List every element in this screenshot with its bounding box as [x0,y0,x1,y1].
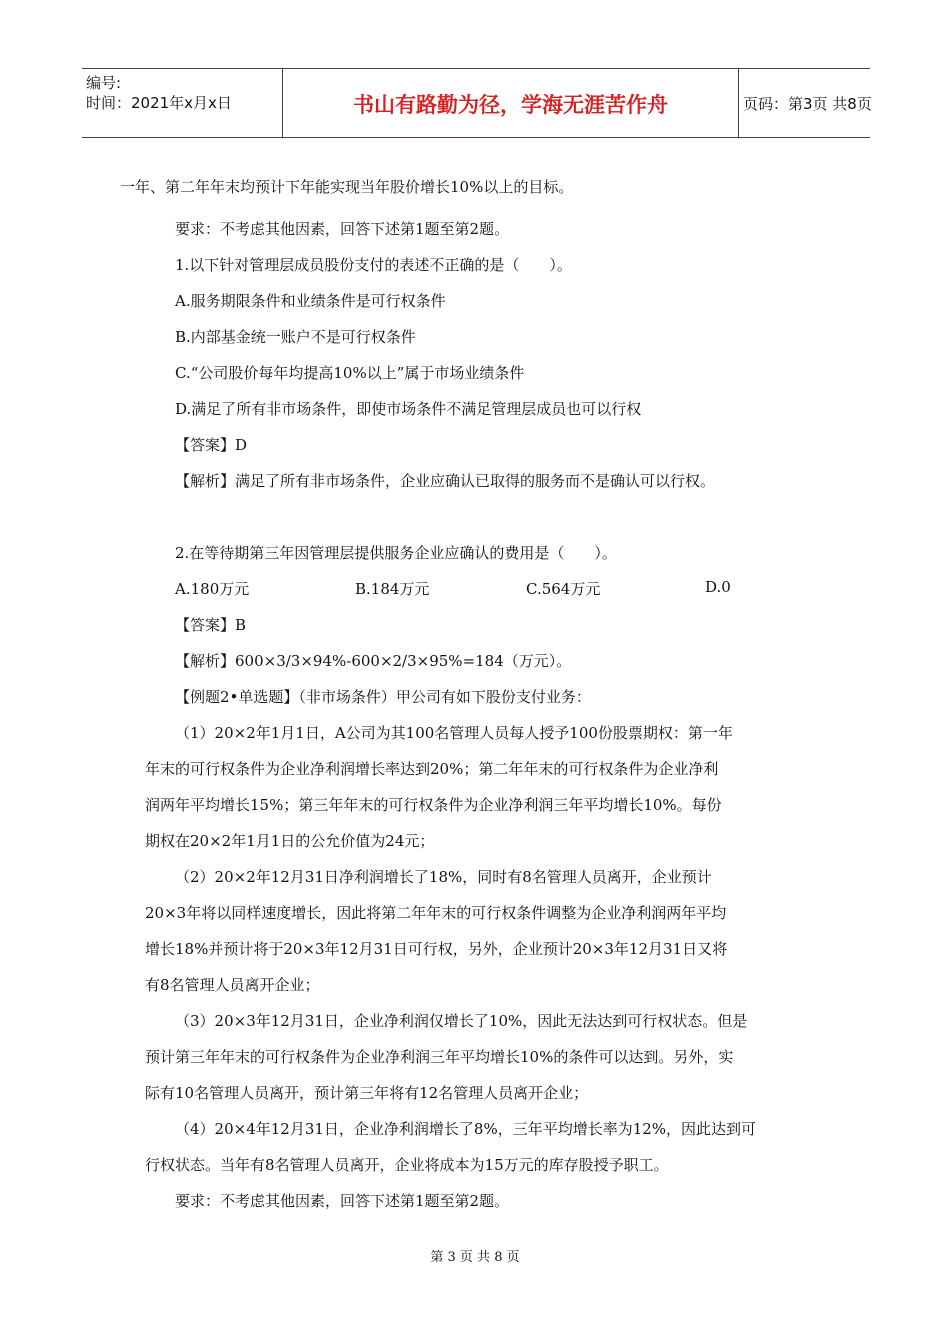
header-page-cell [737,69,870,137]
page-header [82,68,870,138]
item-3-line: 际有10名管理人员离开，预计第三年将有12名管理人员离开企业； [145,1084,589,1102]
question-1: 1.以下针对管理层成员股份支付的表述不正确的是（ ）。 [175,256,572,274]
paragraph: 一年、第二年年末均预计下年能实现当年股价增长10%以上的目标。 [120,178,574,196]
item-1-line: 年末的可行权条件为企业净利润增长率达到20%；第二年年末的可行权条件为企业净利 [145,760,719,778]
item-4-line: 行权状态。当年有8名管理人员离开，企业将成本为15万元的库存股授予职工。 [145,1156,669,1174]
option-a: A.服务期限条件和业绩条件是可行权条件 [175,292,446,310]
doc-number-label: 编号: [86,74,122,92]
option-d: D.0 [705,578,731,596]
item-4-line: （4）20×4年12月31日，企业净利润增长了8%，三年平均增长率为12%，因此达到可 [175,1120,757,1138]
item-2-line: 有8名管理人员离开企业； [145,976,320,994]
paragraph: 要求：不考虑其他因素，回答下述第1题至第2题。 [175,1192,510,1210]
header-meta-cell [82,69,282,137]
item-2-line: 增长18%并预计将于20×3年12月31日可行权，另外，企业预计20×3年12月31日又将 [145,940,728,958]
doc-time-label: 时间：2021年x月x日 [86,94,232,112]
option-b: B.内部基金统一账户不是可行权条件 [175,328,416,346]
answer-1: 【答案】D [175,436,248,454]
header-page-label: 页码：第3页 共8页 [743,95,872,113]
option-d: D.满足了所有非市场条件，即使市场条件不满足管理层成员也可以行权 [175,400,642,418]
explanation-1: 【解析】满足了所有非市场条件，企业应确认已取得的服务而不是确认可以行权。 [175,472,716,490]
item-1-line: （1）20×2年1月1日，A公司为其100名管理人员每人授予100份股票期权：第一年 [175,724,733,742]
question-2: 2.在等待期第三年因管理层提供服务企业应确认的费用是（ ）。 [175,544,617,562]
option-c: C.“公司股价每年均提高10%以上”属于市场业绩条件 [175,364,525,382]
header-motto-cell [282,69,739,137]
example-heading: 【例题2•单选题】（非市场条件）甲公司有如下股份支付业务： [175,688,591,706]
paragraph: 要求：不考虑其他因素，回答下述第1题至第2题。 [175,220,510,238]
explanation-2: 【解析】600×3/3×94%-600×2/3×95%=184（万元）。 [175,652,572,670]
header-motto: 书山有路勤为径，学海无涯苦作舟 [353,93,668,117]
option-b: B.184万元 [355,580,430,598]
item-1-line: 润两年平均增长15%；第三年年末的可行权条件为企业净利润三年平均增长10%。每份 [145,796,722,814]
answer-2: 【答案】B [175,616,247,634]
option-a: A.180万元 [175,580,250,598]
item-3-line: （3）20×3年12月31日，企业净利润仅增长了10%，因此无法达到可行权状态。但是 [175,1012,748,1030]
item-2-line: 20×3年将以同样速度增长，因此将第二年年末的可行权条件调整为企业净利润两年平均 [145,904,727,922]
item-2-line: （2）20×2年12月31日净利润增长了18%，同时有8名管理人员离开，企业预计 [175,868,712,886]
item-3-line: 预计第三年年末的可行权条件为企业净利润三年平均增长10%的条件可以达到。另外，实 [145,1048,734,1066]
page-footer: 第 3 页 共 8 页 [430,1250,520,1265]
option-c: C.564万元 [526,580,601,598]
item-1-line: 期权在20×2年1月1日的公允价值为24元； [145,832,435,850]
